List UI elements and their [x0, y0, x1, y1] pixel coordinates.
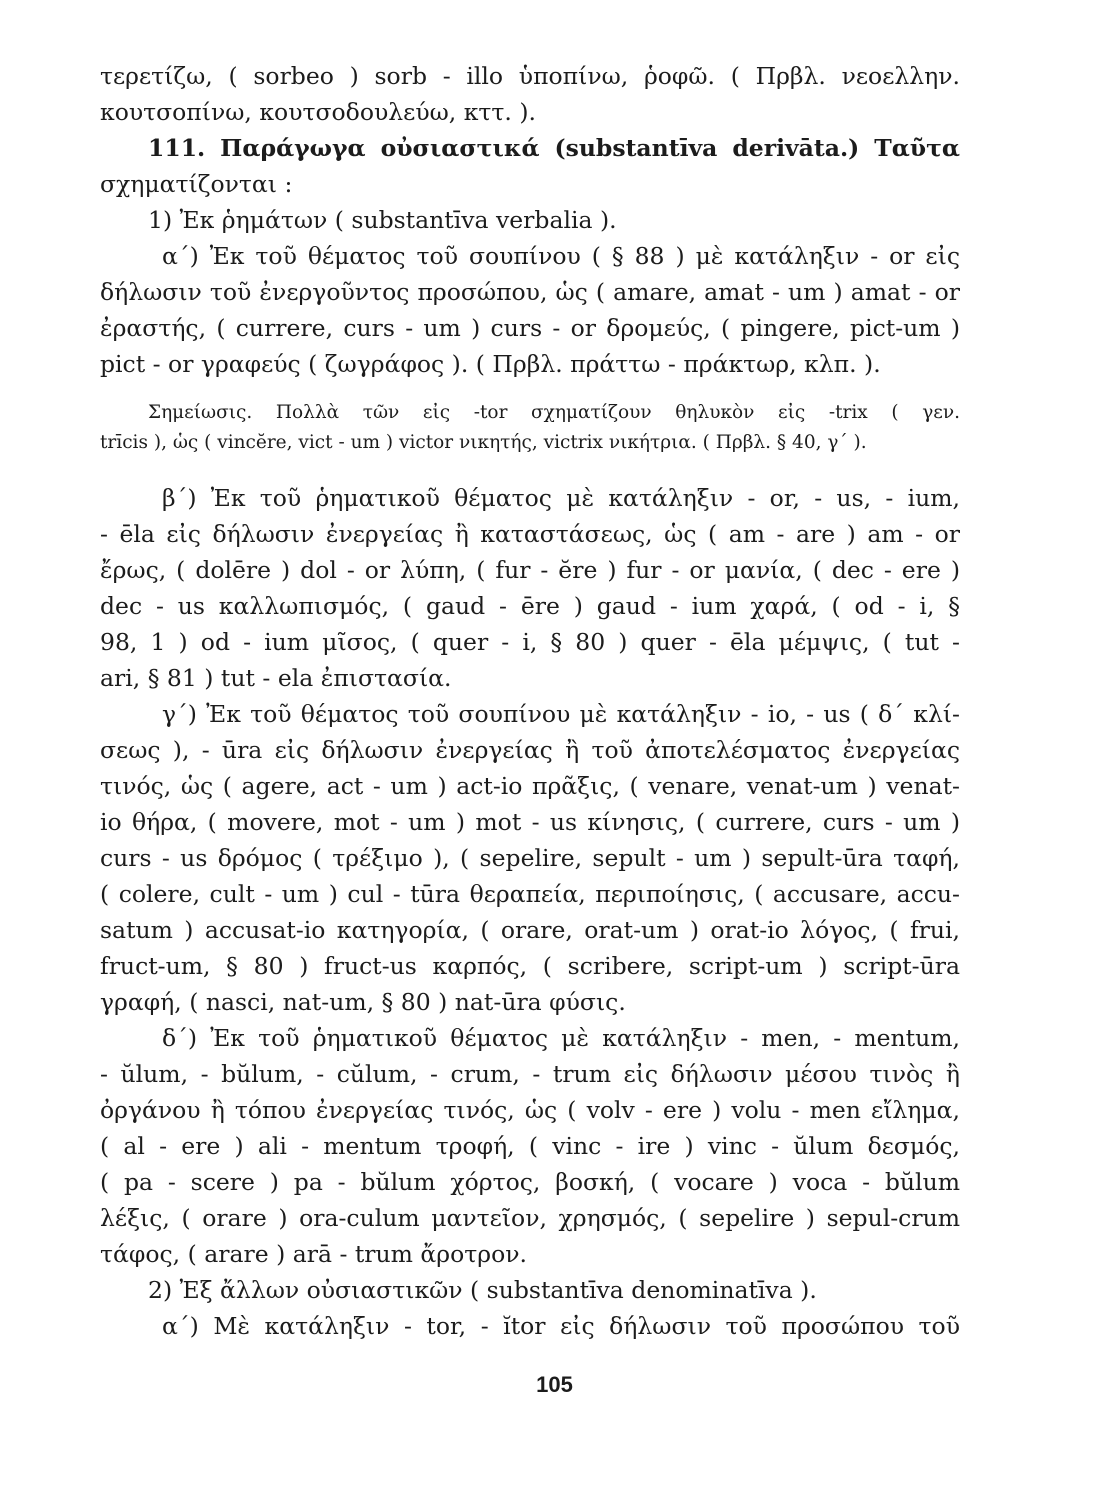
- text-line: β΄) Ἐκ τοῦ ῥηματικοῦ θέματος μὲ κατάληξιν - or, - us, - ium,: [162, 484, 960, 512]
- text-line: dec - us καλλωπισμός, ( gaud - ēre ) gaud - ium χαρά, ( od - i, §: [100, 592, 960, 620]
- text-line: τάφος, ( arare ) arā - trum ἄροτρον.: [100, 1240, 527, 1268]
- text-line: κουτσοπίνω, κουτσοδουλεύω, κττ. ).: [100, 98, 536, 126]
- text-line: α΄) Ἐκ τοῦ θέματος τοῦ σουπίνου ( § 88 ) μὲ κατάληξιν - or εἰς: [162, 242, 960, 270]
- text-line: ὀργάνου ἢ τόπου ἐνεργείας τινός, ὡς ( volv - ere ) volu - men εἴλημα,: [100, 1096, 960, 1124]
- text-line: - ēla εἰς δήλωσιν ἐνεργείας ἢ καταστάσεως, ὡς ( am - are ) am - or: [100, 520, 960, 548]
- text-line: 98, 1 ) od - ium μῖσος, ( quer - i, § 80 ) quer - ēla μέμψις, ( tut -: [100, 628, 960, 656]
- text-line: ἔρως, ( dolēre ) dol - or λύπη, ( fur - ĕre ) fur - or μανία, ( dec - ere ): [100, 556, 960, 584]
- text-line: pict - or γραφεύς ( ζωγράφος ). ( Πρβλ. πράττω - πράκτωρ, κλπ. ).: [100, 350, 881, 378]
- text-line: ( al - ere ) ali - mentum τροφή, ( vinc - ire ) vinc - ŭlum δεσμός,: [100, 1132, 960, 1160]
- text-line: ( pa - scere ) pa - bŭlum χόρτος, βοσκή, ( vocare ) voca - bŭlum: [100, 1168, 960, 1196]
- note-line: Σημείωσις. Πολλὰ τῶν εἰς -tor σχηματίζουν θηλυκὸν εἰς -trix ( γεν.: [148, 402, 960, 423]
- page-body: [100, 58, 960, 1344]
- text-line: δήλωσιν τοῦ ἐνεργοῦντος προσώπου, ὡς ( amare, amat - um ) amat - or: [100, 278, 960, 306]
- text-line: δ΄) Ἐκ τοῦ ῥηματικοῦ θέματος μὲ κατάληξιν - men, - mentum,: [162, 1024, 960, 1052]
- text-line: α΄) Μὲ κατάληξιν - tor, - ĭtor εἰς δήλωσιν τοῦ προσώπου τοῦ: [162, 1312, 960, 1340]
- section-heading-111: 111. Παράγωγα οὐσιαστικά (substantīva derivāta.) Ταῦτα: [148, 134, 960, 162]
- subsection-heading-1: 1) Ἐκ ῥημάτων ( substantīva verbalia ).: [148, 206, 617, 234]
- page-number: 105: [536, 1372, 573, 1397]
- text-line: γραφή, ( nasci, nat-um, § 80 ) nat-ūra φύσις.: [100, 988, 626, 1016]
- text-line: σεως ), - ūra εἰς δήλωσιν ἐνεργείας ἢ τοῦ ἀποτελέσματος ἐνεργείας: [100, 736, 960, 764]
- text-line: ari, § 81 ) tut - ela ἐπιστασία.: [100, 664, 452, 692]
- text-line: satum ) accusat-io κατηγορία, ( orare, orat-um ) orat-io λόγος, ( frui,: [100, 916, 960, 944]
- subsection-heading-2: 2) Ἐξ ἄλλων οὐσιαστικῶν ( substantīva denominatīva ).: [148, 1276, 817, 1304]
- text-line: ἐραστής, ( currere, curs - um ) curs - or δρομεύς, ( pingere, pict-um ): [100, 314, 960, 342]
- text-line: - ŭlum, - bŭlum, - cŭlum, - crum, - trum εἰς δήλωσιν μέσου τινὸς ἢ: [100, 1060, 960, 1088]
- text-line: τερετίζω, ( sorbeo ) sorb - illo ὑποπίνω, ῥοφῶ. ( Πρβλ. νεοελλην.: [100, 62, 960, 90]
- text-line: fruct-um, § 80 ) fruct-us καρπός, ( scribere, script-um ) script-ūra: [100, 952, 960, 980]
- text-line: γ΄) Ἐκ τοῦ θέματος τοῦ σουπίνου μὲ κατάληξιν - io, - us ( δ΄ κλί-: [162, 700, 960, 728]
- note-line: trīcis ), ὡς ( vincĕre, vict - um ) victor νικητής, victrix νικήτρια. ( Πρβλ. § 40, γ΄ ).: [100, 432, 867, 453]
- text-line: io θήρα, ( movere, mot - um ) mot - us κίνησις, ( currere, curs - um ): [100, 808, 960, 836]
- text-line: σχηματίζονται :: [100, 170, 293, 198]
- text-line: curs - us δρόμος ( τρέξιμο ), ( sepelire, sepult - um ) sepult-ūra ταφή,: [100, 844, 960, 872]
- text-line: ( colere, cult - um ) cul - tūra θεραπεία, περιποίησις, ( accusare, accu-: [100, 880, 960, 908]
- text-line: τινός, ὡς ( agere, act - um ) act-io πρᾶξις, ( venare, venat-um ) venat-: [100, 772, 960, 800]
- text-line: λέξις, ( orare ) ora-culum μαντεῖον, χρησμός, ( sepelire ) sepul-crum: [100, 1204, 960, 1232]
